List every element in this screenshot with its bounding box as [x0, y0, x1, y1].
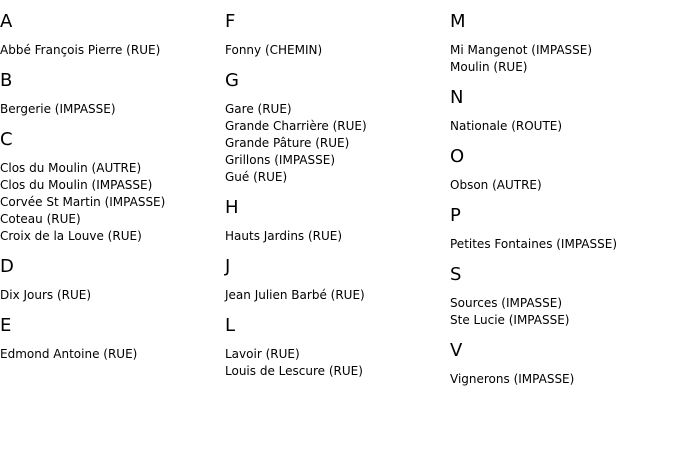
street-link[interactable]: Clos du Moulin (IMPASSE)	[0, 178, 153, 192]
street-link[interactable]: Sources (IMPASSE)	[450, 296, 563, 310]
letter-heading: G	[225, 70, 239, 91]
street-link[interactable]: Petites Fontaines (IMPASSE)	[450, 237, 618, 251]
street-list	[225, 287, 445, 304]
street-link[interactable]: Gare (RUE)	[225, 102, 292, 116]
street-list	[225, 228, 445, 245]
street-list	[0, 101, 220, 118]
street-link[interactable]: Grillons (IMPASSE)	[225, 153, 335, 167]
letter-group	[450, 205, 670, 253]
letter-heading: D	[0, 256, 14, 277]
street-link[interactable]: Jean Julien Barbé (RUE)	[225, 288, 365, 302]
street-link[interactable]: Louis de Lescure (RUE)	[225, 364, 363, 378]
letter-heading: N	[450, 87, 464, 108]
street-link[interactable]: Dix Jours (RUE)	[0, 288, 92, 302]
street-link[interactable]: Abbé François Pierre (RUE)	[0, 43, 161, 57]
street-list	[450, 236, 670, 253]
letter-heading: P	[450, 205, 461, 226]
letter-heading: J	[225, 256, 231, 277]
street-list	[0, 346, 220, 363]
letter-heading: V	[450, 340, 463, 361]
letter-group	[225, 197, 445, 245]
street-list	[450, 42, 670, 76]
letter-heading: C	[0, 129, 13, 150]
street-list	[225, 42, 445, 59]
letter-heading: S	[450, 264, 462, 285]
letter-group	[0, 256, 220, 304]
street-list	[450, 371, 670, 388]
street-link[interactable]: Edmond Antoine (RUE)	[0, 347, 138, 361]
street-link[interactable]: Obson (AUTRE)	[450, 178, 542, 192]
street-list	[0, 160, 220, 245]
street-link[interactable]: Grande Pâture (RUE)	[225, 136, 350, 150]
letter-heading: L	[225, 315, 236, 336]
street-link[interactable]: Corvée St Martin (IMPASSE)	[0, 195, 166, 209]
letter-group	[450, 146, 670, 194]
street-list	[450, 118, 670, 135]
street-link[interactable]: Lavoir (RUE)	[225, 347, 300, 361]
street-list	[450, 177, 670, 194]
street-link[interactable]: Grande Charrière (RUE)	[225, 119, 367, 133]
street-link[interactable]: Mi Mangenot (IMPASSE)	[450, 43, 593, 57]
letter-group	[0, 129, 220, 245]
letter-group	[0, 70, 220, 118]
letter-heading: F	[225, 11, 236, 32]
street-list	[225, 101, 445, 186]
letter-group	[0, 11, 220, 59]
letter-heading: A	[0, 11, 13, 32]
letter-group	[225, 315, 445, 380]
letter-group	[450, 11, 670, 76]
street-link[interactable]: Coteau (RUE)	[0, 212, 81, 226]
street-link[interactable]: Fonny (CHEMIN)	[225, 43, 323, 57]
street-list	[225, 346, 445, 380]
letter-heading: B	[0, 70, 13, 91]
street-link[interactable]: Gué (RUE)	[225, 170, 288, 184]
letter-heading: O	[450, 146, 465, 167]
letter-group	[225, 256, 445, 304]
street-index-column-3	[450, 0, 670, 388]
letter-group	[225, 70, 445, 186]
letter-heading: H	[225, 197, 239, 218]
street-list	[0, 287, 220, 304]
letter-group	[450, 340, 670, 388]
street-link[interactable]: Bergerie (IMPASSE)	[0, 102, 116, 116]
street-link[interactable]: Moulin (RUE)	[450, 60, 528, 74]
letter-group	[0, 315, 220, 363]
letter-group	[225, 11, 445, 59]
street-link[interactable]: Vignerons (IMPASSE)	[450, 372, 575, 386]
street-link[interactable]: Croix de la Louve (RUE)	[0, 229, 142, 243]
street-link[interactable]: Nationale (ROUTE)	[450, 119, 563, 133]
letter-group	[450, 87, 670, 135]
street-index-column-1	[0, 0, 220, 363]
letter-heading: E	[0, 315, 12, 336]
street-link[interactable]: Ste Lucie (IMPASSE)	[450, 313, 570, 327]
street-link[interactable]: Clos du Moulin (AUTRE)	[0, 161, 142, 175]
street-index-column-2	[225, 0, 445, 380]
street-link[interactable]: Hauts Jardins (RUE)	[225, 229, 343, 243]
street-list	[0, 42, 220, 59]
letter-heading: M	[450, 11, 466, 32]
street-list	[450, 295, 670, 329]
letter-group	[450, 264, 670, 329]
